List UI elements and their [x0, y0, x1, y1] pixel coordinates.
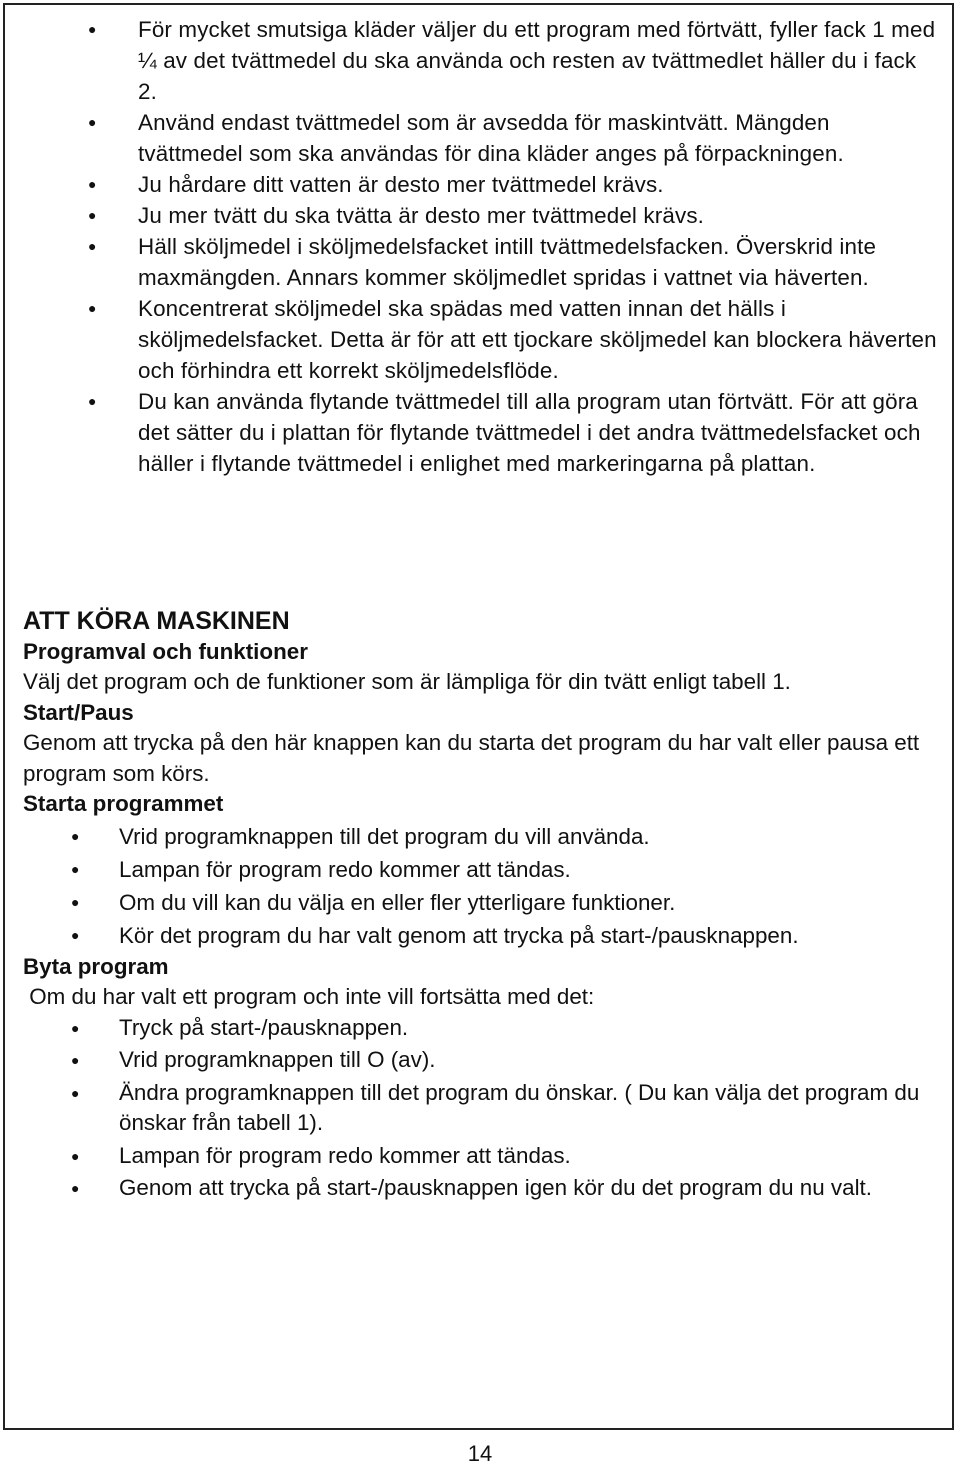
bullet-icon: ●: [88, 176, 97, 192]
list-item: ● Ju hårdare ditt vatten är desto mer tvättmedel krävs.: [88, 169, 938, 200]
bullet-icon: ●: [71, 893, 80, 910]
bullet-icon: ●: [88, 393, 97, 409]
list-item: ● Använd endast tvättmedel som är avsedda för maskintvätt. Mängden tvättmedel som ska användas för dina kläder anges på förpackningen.: [88, 107, 938, 169]
list-item: ● Lampan för program redo kommer att tändas.: [23, 853, 943, 886]
byta-list: [23, 1013, 943, 1204]
page-number: 14: [467, 1441, 493, 1466]
subheading-byta: Byta program: [23, 953, 169, 979]
operating-section: [23, 606, 943, 1204]
list-item: ● Ju mer tvätt du ska tvätta är desto mer tvättmedel krävs.: [88, 200, 938, 231]
section-heading: ATT KÖRA MASKINEN: [23, 607, 290, 635]
list-item: ● För mycket smutsiga kläder väljer du ett program med förtvätt, fyller fack 1 med ¼ av det tvättmedel du ska använda och resten av tvättmedlet häller du i fack 2.: [88, 14, 938, 107]
bullet-icon: ●: [88, 207, 97, 223]
paragraph: Genom att trycka på den här knappen kan du starta det program du har valt eller pausa ett program som körs.: [23, 730, 920, 786]
list-item: ● Häll sköljmedel i sköljmedelsfacket intill tvättmedelsfacken. Överskrid inte maxmängden. Annars kommer sköljmedlet spridas i vattnet via häverten.: [88, 231, 938, 293]
list-item: ● Vrid programknappen till det program du vill använda.: [23, 820, 943, 853]
bullet-icon: ●: [88, 238, 97, 254]
bullet-icon: ●: [71, 926, 80, 943]
list-item: ● Lampan för program redo kommer att tändas.: [23, 1141, 943, 1172]
list-item: ● Genom att trycka på start-/pausknappen igen kör du det program du nu valt.: [23, 1173, 943, 1204]
list-item: ● Vrid programknappen till O (av).: [23, 1045, 943, 1076]
paragraph: Välj det program och de funktioner som är lämpliga för din tvätt enligt tabell 1.: [23, 669, 791, 694]
bullet-icon: ●: [71, 1019, 80, 1036]
bullet-icon: ●: [88, 114, 97, 130]
bullet-icon: ●: [71, 1084, 80, 1101]
list-item: ● Ändra programknappen till det program du önskar. ( Du kan välja det program du önskar från tabell 1).: [71, 1079, 920, 1135]
bullet-icon: ●: [71, 827, 80, 844]
list-item: ● Koncentrerat sköljmedel ska spädas med vatten innan det hälls i sköljmedelsfacket. Detta är för att ett tjockare sköljmedel kan blockera häverten och förhindra ett korrekt sköljmedelsflöde.: [88, 293, 938, 386]
bullet-icon: ●: [71, 860, 80, 877]
bullet-icon: ●: [88, 300, 97, 316]
list-item: ● Kör det program du har valt genom att trycka på start-/pausknappen.: [23, 919, 943, 952]
detergent-instructions-list: [88, 14, 938, 479]
paragraph: Om du har valt ett program och inte vill fortsätta med det:: [23, 984, 595, 1009]
list-item: ● Du kan använda flytande tvättmedel till alla program utan förtvätt. För att göra det sätter du i plattan för flytande tvättmedel i det andra tvättmedelsfacket och häller i flytande tvättmedel i enlighet med markeringarna på plattan.: [88, 386, 938, 479]
subheading-starta: Starta programmet: [23, 791, 224, 816]
bullet-icon: ●: [71, 1180, 80, 1196]
subheading-start-pause: Start/Paus: [23, 699, 134, 725]
list-item: ● Tryck på start-/pausknappen.: [23, 1013, 943, 1044]
bullet-icon: ●: [88, 21, 97, 37]
subheading-program: Programval och funktioner: [23, 638, 308, 664]
starta-list: [23, 820, 943, 952]
bullet-icon: ●: [71, 1052, 80, 1068]
bullet-icon: ●: [71, 1147, 80, 1164]
list-item: ● Om du vill kan du välja en eller fler ytterligare funktioner.: [23, 886, 943, 919]
